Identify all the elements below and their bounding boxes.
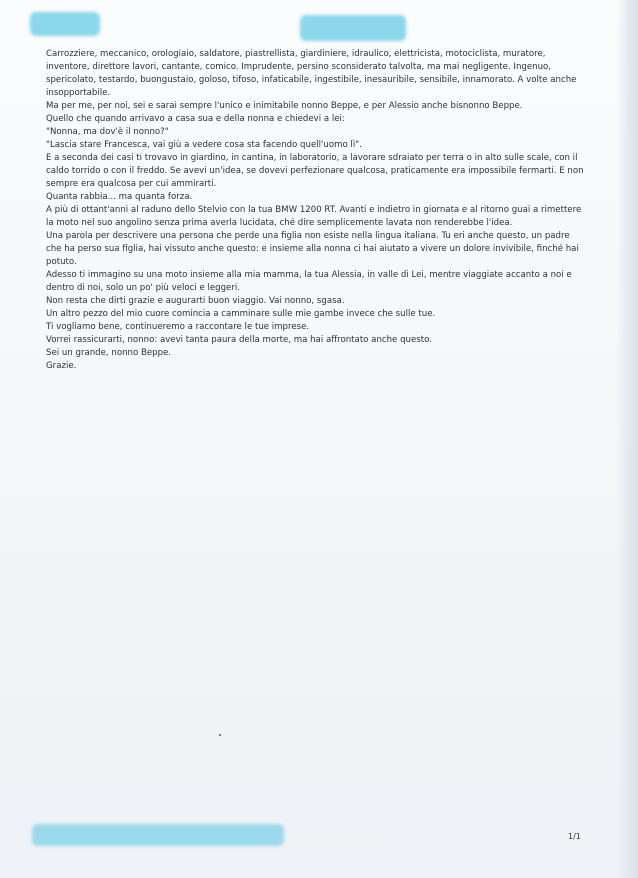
redaction-mark [300,15,406,41]
scan-speck [219,734,221,736]
letter-body [46,48,586,373]
paragraph: "Nonna, ma dov'è il nonno?" [46,127,169,137]
paragraph: Grazie. [46,361,77,371]
paragraph: Non resta che dirti grazie e augurarti buon viaggio. Vai nonno, sgasa. [46,296,345,306]
page-number: 1/1 [568,832,581,841]
paragraph: Quanta rabbia... ma quanta forza. [46,192,193,202]
paragraph: Una parola per descrivere una persona che perde una figlia non esiste nella lingua italiana. Tu eri anche questo, un padre che ha perso sua figlia, hai vissuto anche questo: e insieme alla nonna ci hai aiutato a vivere un dolore invivibile, finché hai potuto. [46,231,579,267]
paragraph: "Lascia stare Francesca, vai giù a vedere cosa sta facendo quell'uomo lì". [46,140,362,150]
paragraph: A più di ottant'anni al raduno dello Stelvio con la tua BMW 1200 RT. Avanti e indietro in giornata e al ritorno guai a rimettere la moto nel suo angolino senza prima averla lucidata, ché dire semplicemente lavata non renderebbe l'idea. [46,205,582,228]
paragraph: Ma per me, per noi, sei e sarai sempre l'unico e inimitabile nonno Beppe, e per Alessio anche bisnonno Beppe. [46,101,523,111]
paragraph: Un altro pezzo del mio cuore comincia a camminare sulle mie gambe invece che sulle tue. [46,309,436,319]
paragraph: Quello che quando arrivavo a casa sua e della nonna e chiedevi a lei: [46,114,345,124]
redaction-mark [30,12,100,36]
paragraph: Adesso ti immagino su una moto insieme alla mia mamma, la tua Alessia, in valle di Lei, mentre viaggiate accanto a noi e dentro di noi, solo un po' più veloci e leggeri. [46,270,572,293]
redaction-mark [32,824,284,846]
paragraph: Ti vogliamo bene, continueremo a raccontare le tue imprese. [46,322,310,332]
page-edge-shadow [616,0,638,878]
paragraph: E a seconda dei casi ti trovavo in giardino, in cantina, in laboratorio, a lavorare sdraiato per terra o in alto sulle scale, con il caldo torrido o con il freddo. Se avevi un'idea, se dovevi perfezionare qualcosa, praticamente era impossibile fermarti. E non sempre era qualcosa per cui ammirarti. [46,153,584,189]
paragraph: Sei un grande, nonno Beppe. [46,348,172,358]
paragraph: Carrozziere, meccanico, orologiaio, saldatore, piastrellista, giardiniere, idraulico, elettricista, motociclista, muratore, inventore, direttore lavori, cantante, comico. Imprudente, persino sconsiderato talvolta, ma mai negligente. Ingenuo, spericolato, testardo, buongustaio, goloso, tifoso, infaticabile, ingestibile, inesauribile, sensibile, innamorato. A volte anche insopportabile. [46,49,577,98]
paragraph: Vorrei rassicurarti, nonno: avevi tanta paura della morte, ma hai affrontato anche questo. [46,335,432,345]
